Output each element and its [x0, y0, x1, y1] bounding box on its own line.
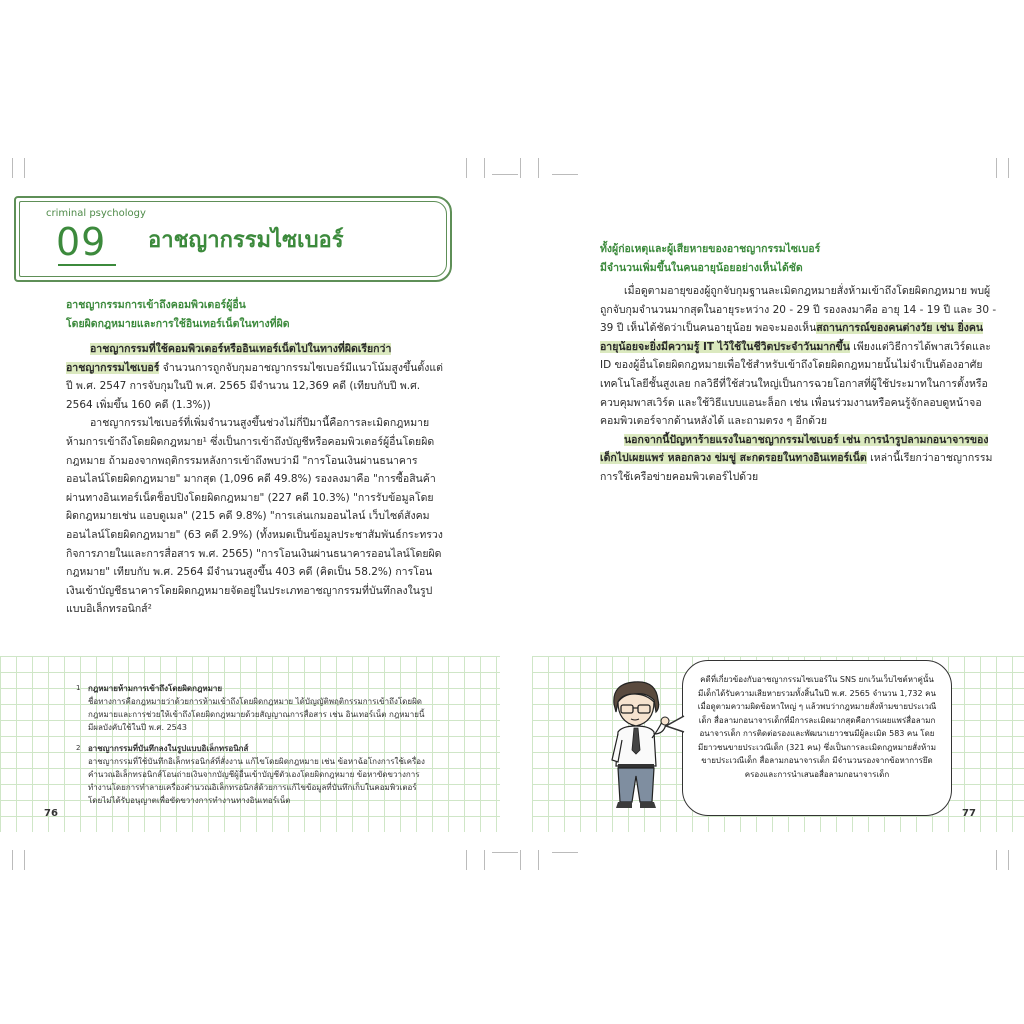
- footnote-2: [76, 742, 426, 807]
- crop-mark: [1008, 850, 1009, 870]
- highlighted-text: นอกจากนี้ปัญหาร้ายแรงในอาชญากรรมไซเบอร์ เช่น การนำรูปลามกอนาจารของเด็กไปเผยแพร่ หลอกลวง ข่มขู่ สะกดรอยในทางอินเทอร์เน็ต: [600, 433, 989, 465]
- right-section-heading: [600, 240, 1000, 277]
- highlighted-text: อาชญากรรมที่ใช้คอมพิวเตอร์หรืออินเทอร์เน็ตไปในทางที่ผิดเรียกว่า: [90, 343, 392, 355]
- crop-mark: [484, 850, 485, 870]
- footnote-number: 2: [76, 744, 81, 752]
- crop-mark: [466, 850, 467, 870]
- crop-mark: [520, 850, 521, 870]
- footnote-title: อาชญากรรมที่บันทึกลงในรูปแบบอิเล็กทรอนิกส์: [88, 744, 249, 753]
- highlighted-text: สถานการณ์ของคนต่างวัย เช่น ยิ่งคนอายุน้อยจะยิ่งมีความรู้ IT ไว้ใช้ในชีวิตประจำวันมากขึ้น: [600, 322, 984, 353]
- page-number-right: 77: [962, 808, 976, 819]
- section-heading-line: โดยผิดกฎหมายและการใช้อินเทอร์เน็ตในทางที่ผิด: [66, 317, 290, 330]
- crop-mark: [552, 852, 578, 853]
- chapter-number: 09: [56, 220, 107, 264]
- crop-mark: [538, 850, 539, 870]
- section-heading-line: ทั้งผู้ก่อเหตุและผู้เสียหายของอาชญากรรมไซเบอร์: [600, 243, 821, 255]
- footnotes: [76, 682, 426, 807]
- footnote-title: กฎหมายห้ามการเข้าถึงโดยผิดกฎหมาย: [88, 684, 223, 693]
- left-paragraph-2: อาชญากรรมไซเบอร์ที่เพิ่มจำนวนสูงขึ้นช่วงไม่กี่ปีมานี้คือการละเมิดกฎหมายห้ามการเข้าถึงโดยผิดกฎหมาย¹ ซึ่งเป็นการเข้าถึงบัญชีหรือคอมพิวเตอร์ผู้อื่นโดยผิดกฎหมาย ถ้ามองจากพฤติกรรมหลังการเข้าถึงพบว่ามี "การโอนเงินผ่านธนาคารออนไลน์โดยผิดกฎหมาย" มากสุด (1,096 คดี 49.8%) รองลงมาคือ "การซื้อสินค้าผ่านทางอินเทอร์เน็ตช็อปปิงโดยผิดกฎหมาย" (227 คดี 10.3%) "การรับข้อมูลโดยผิดกฎหมายเช่น แอบดูเมล" (215 คดี 9.8%) "การเล่นเกมออนไลน์ เว็บไซต์สังคมออนไลน์โดยผิดกฎหมาย" (63 คดี 2.9%) (ทั้งหมดเป็นข้อมูลประชาสัมพันธ์กระทรวงกิจการภายในและการสื่อสาร พ.ศ. 2565) "การโอนเงินผ่านธนาคารออนไลน์โดยผิดกฎหมาย" เทียบกับ พ.ศ. 2564 มีจำนวนสูงขึ้น 403 คดี (คิดเป็น 58.2%) การโอนเงินเข้าบัญชีธนาคารโดยผิดกฎหมายจัดอยู่ในประเภทอาชญากรรมที่บันทึกลงในรูปแบบอิเล็กทรอนิกส์²: [66, 417, 443, 616]
- footnote-text: อาชญากรรมที่ใช้บันทึกอิเล็กทรอนิกส์ที่สั่งงาน แก้ไขโดยผิดกฎหมาย เช่น ข้อหาฉ้อโกงการใช้เครื่องคำนวณอิเล็กทรอนิกส์โอนถ่ายเงินจากบัญชีผู้อื่นเข้าบัญชีตัวเองโดยผิดกฎหมาย ข้อหาขัดขวางการทำงานโดยการทำลายเครื่องคำนวณอิเล็กทรอนิกส์ด้วยการแก้ไขข้อมูลที่บันทึกเก็บในคอมพิวเตอร์โดยไม่ได้รับอนุญาตเพื่อขัดขวางการทำงานทางอินเทอร์เน็ต: [88, 757, 425, 805]
- paragraph-text: จำนวนการถูกจับกุมอาชญากรรมไซเบอร์มีแนวโน้มสูงขึ้นตั้งแต่ปี พ.ศ. 2547 การจับกุมในปี พ.ศ. 2565 มีจำนวน 12,369 คดี (เทียบกับปี พ.ศ. 2564 เพิ่มขึ้น 160 คดี (1.3%)): [66, 361, 443, 411]
- left-body-text: [66, 340, 446, 670]
- right-paragraph-2: [600, 431, 1000, 487]
- paragraph-text: เมื่อดูตามอายุของผู้ถูกจับกุมฐานละเมิดกฎหมายสั่งห้ามเข้าถึงโดยผิดกฎหมาย พบผู้ถูกจับกุมจำนวนมากสุดในอายุระหว่าง 20 - 29 ปี รองลงมาคือ อายุ 14 - 19 ปี และ 30 - 39 ปี เห็นได้ชัดว่าเป็นคนอายุน้อย พอจะมองเห็น: [600, 285, 997, 335]
- left-section-heading: [66, 296, 446, 333]
- page-number-left: 76: [44, 808, 58, 819]
- footnote-number: 1: [76, 684, 81, 692]
- crop-mark: [12, 850, 13, 870]
- left-paragraph-1: [66, 340, 446, 414]
- speech-bubble-tail: [664, 714, 686, 736]
- right-body-text: [600, 282, 1000, 542]
- crop-mark: [996, 850, 997, 870]
- character-illustration: [604, 678, 676, 810]
- crop-mark: [492, 852, 518, 853]
- chapter-tag: criminal psychology: [46, 208, 146, 219]
- crop-mark: [24, 850, 25, 870]
- section-heading-line: มีจำนวนเพิ่มขึ้นในคนอายุน้อยอย่างเห็นได้ชัด: [600, 261, 803, 274]
- crop-mark: [520, 158, 521, 178]
- paragraph-text: เพียงแต่วิธีการได้พาสเวิร์ดและ ID ของผู้อื่นโดยผิดกฎหมายเพื่อใช้สำหรับเข้าถึงโดยผิดกฎหมายนั้นไม่จำเป็นต้องอาศัยเทคโนโลยีชั้นสูงเลย กลวิธีที่ใช้ส่วนใหญ่เป็นการฉวยโอกาสที่ผู้ใช้ประมาทในการตั้งหรือควบคุมพาสเวิร์ด และใช้วิธีแบบแอนะล็อก เช่น เพื่อนร่วมงานหรือคนรู้จักลอบดูหน้าจอคอมพิวเตอร์จากด้านหลังได้ และถามตรง ๆ อีกด้วย: [600, 340, 991, 428]
- section-heading-line: อาชญากรรมการเข้าถึงคอมพิวเตอร์ผู้อื่น: [66, 299, 246, 311]
- chapter-title: อาชญากรรมไซเบอร์: [148, 228, 344, 253]
- paragraph-text: เหล่านี้เรียกว่าอาชญากรรมการใช้เครือข่ายคอมพิวเตอร์ไปด้วย: [600, 452, 993, 483]
- crop-mark: [12, 158, 13, 178]
- chapter-number-underline: [58, 264, 116, 266]
- highlighted-text: อาชญากรรมไซเบอร์: [66, 361, 160, 374]
- right-paragraph-1: [600, 282, 1000, 431]
- footnote-text: ชื่อทางการคือกฎหมายว่าด้วยการห้ามเข้าถึงโดยผิดกฎหมาย ได้บัญญัติพฤติกรรมการเข้าถึงโดยผิดกฎหมายและการช่วยให้เข้าถึงโดยผิดกฎหมายด้วยสัญญาณการสื่อสาร เช่น อินเทอร์เน็ต กฎหมายนี้มีผลบังคับใช้ในปี พ.ศ. 2543: [88, 697, 425, 732]
- footnote-1: [76, 682, 426, 734]
- speech-bubble: คดีที่เกี่ยวข้องกับอาชญากรรมไซเบอร์ใน SNS ยกเว้นเว็บไซต์หาคู่นั้น มีเด็กได้รับความเสียหายรวมทั้งสิ้นในปี พ.ศ. 2565 จำนวน 1,732 คน เมื่อดูตามความผิดข้อหาใหญ่ ๆ แล้วพบว่ากฎหมายสั่งห้ามขายประเวณีเด็ก สื่อลามกอนาจารเด็กที่มีการละเมิดมากสุดคือการเผยแพร่สื่อลามกอนาจารเด็ก การติดต่อรองและพัฒนาเยาวชนมีผู้ละเมิด 583 คน โดยมียาวชนขายประเวณีเด็ก (321 คน) ซึ่งเป็นการละเมิดกฎหมายสั่งห้ามขายประเวณีเด็ก สื่อลามกอนาจารเด็ก มีจำนวนรองจากข้อหาการยึดครองและการนำเสนอสื่อลามกอนาจารเด็ก: [682, 660, 952, 816]
